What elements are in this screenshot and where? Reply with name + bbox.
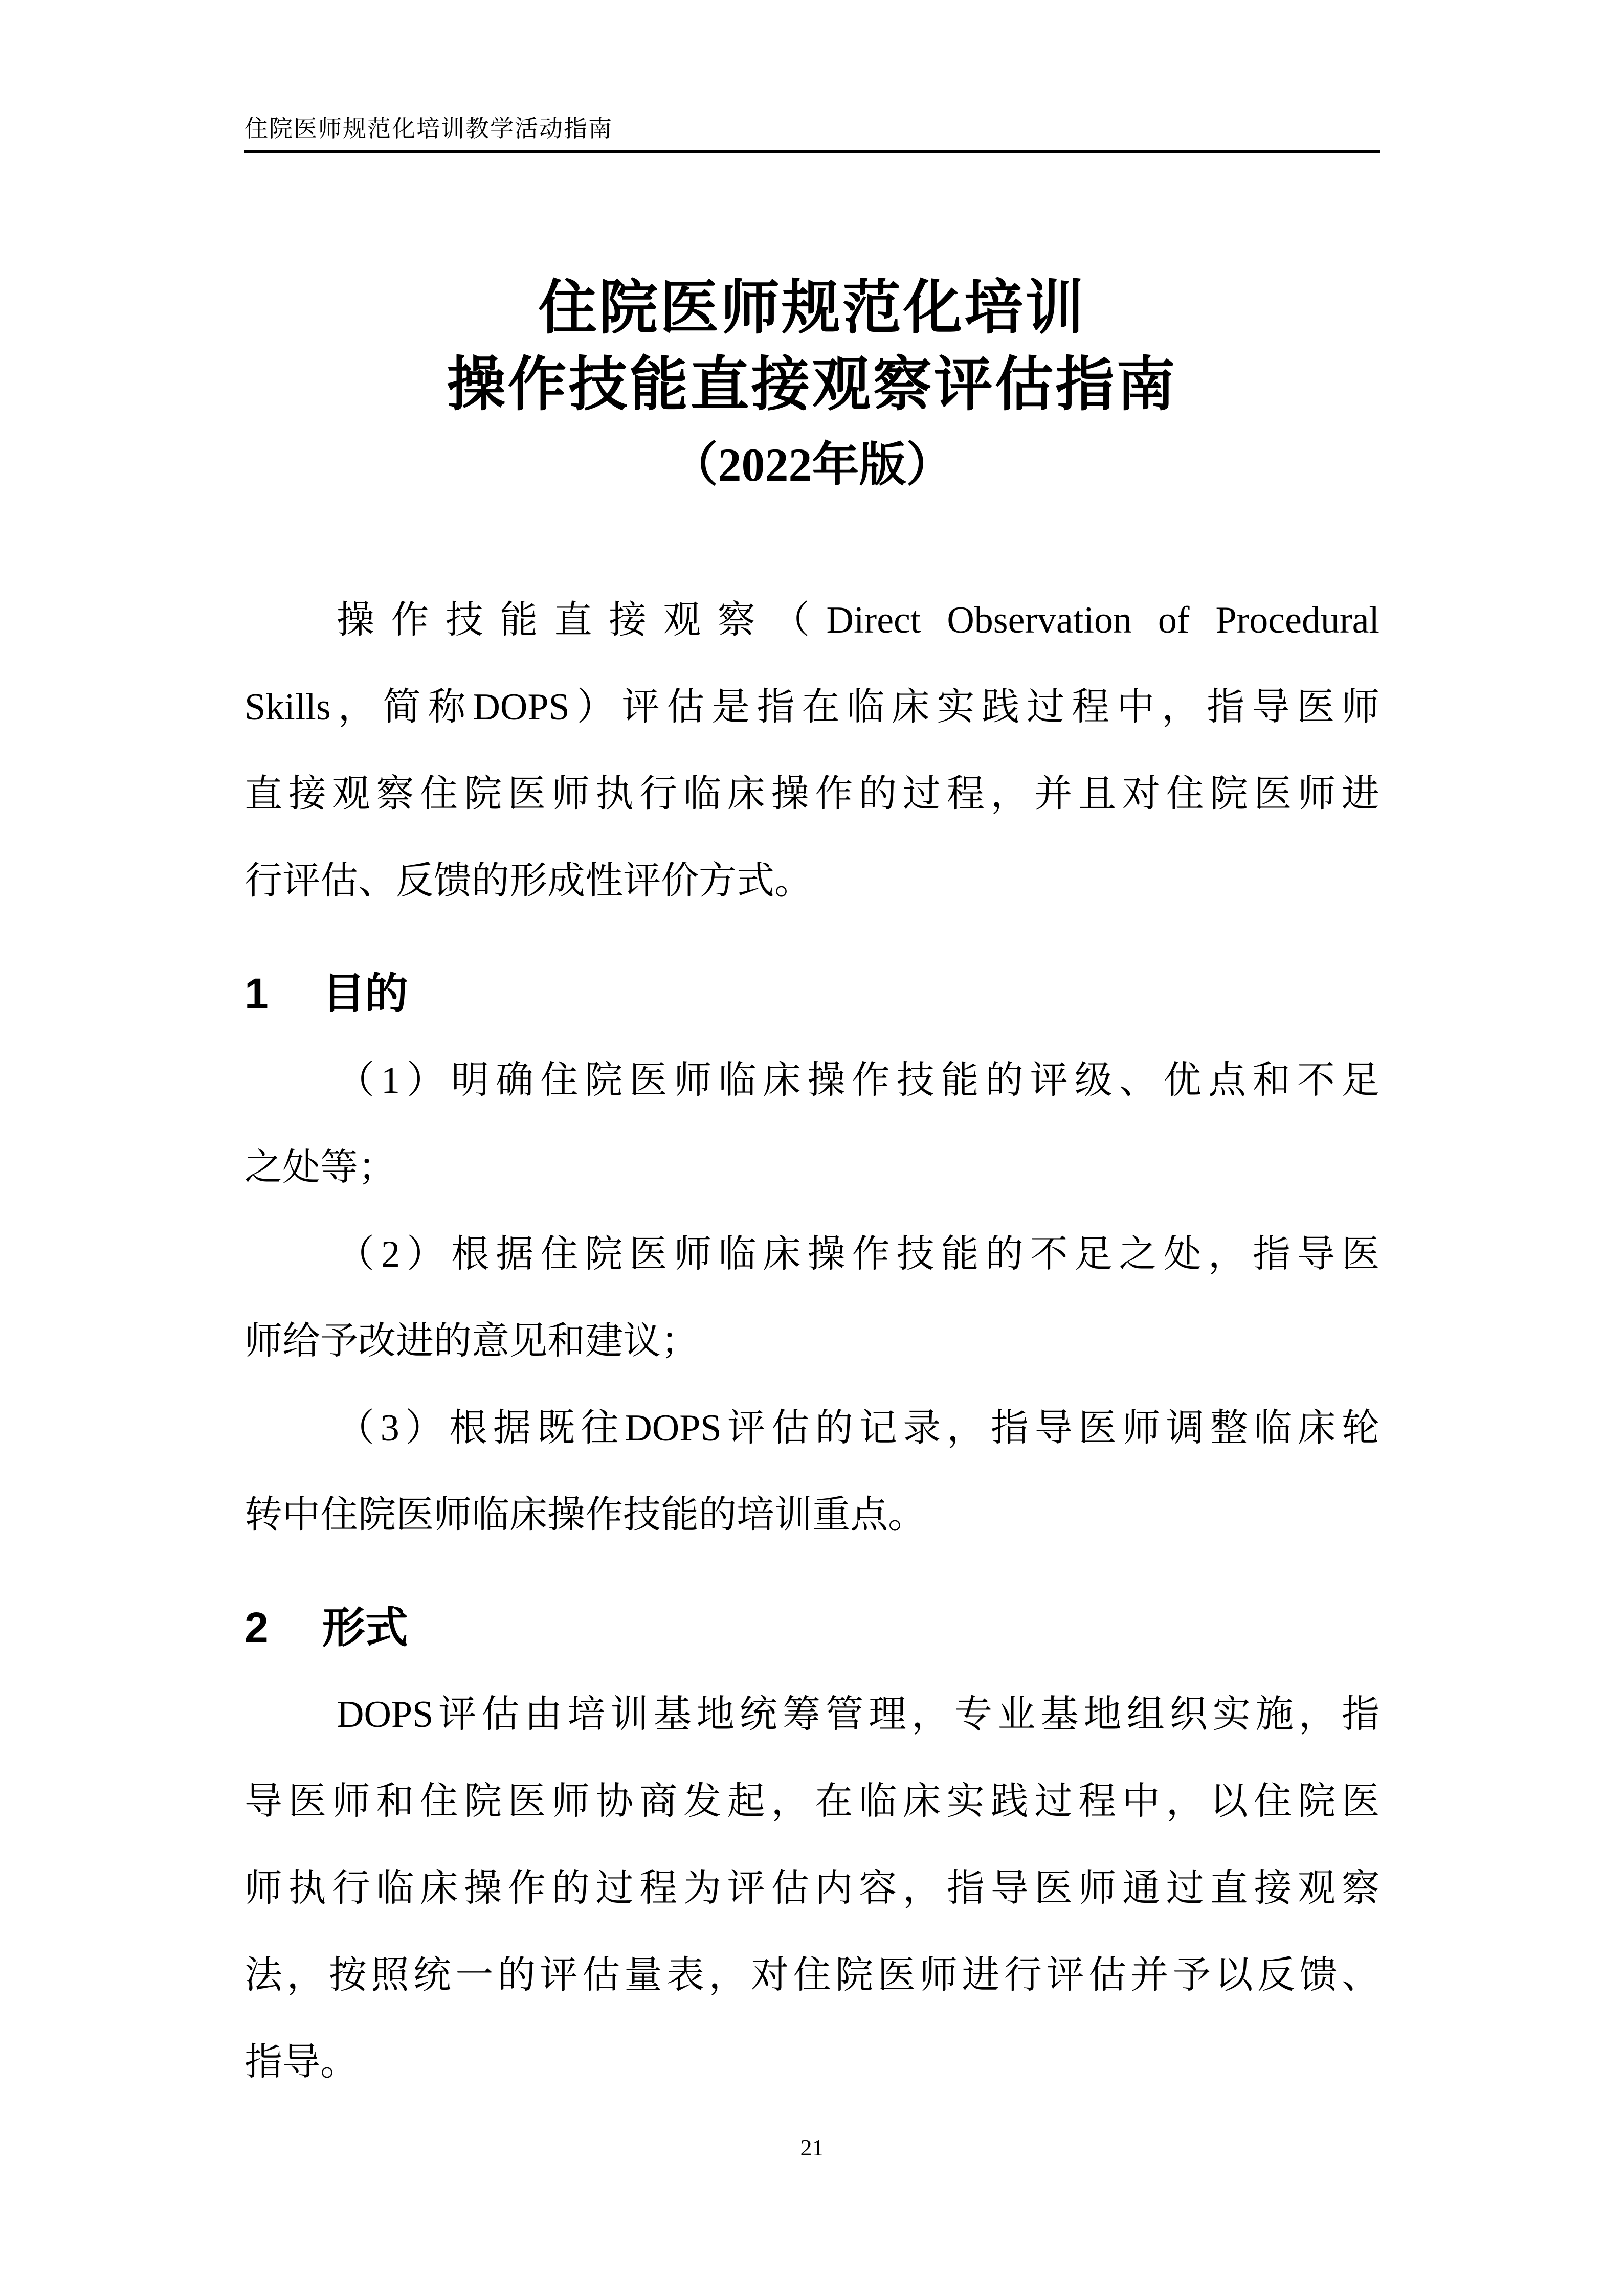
intro-line: 直接观察住院医师执行临床操作的过程，并且对住院医师进 — [244, 773, 1380, 815]
intro-line: 操作技能直接观察（Direct Observation of Procedural — [337, 599, 1380, 641]
intro-line: 行评估、反馈的形成性评价方式。 — [244, 860, 812, 902]
section-number: 2 — [244, 1604, 269, 1652]
purpose-item-line: （2）根据住院医师临床操作技能的不足之处，指导医 — [337, 1233, 1380, 1275]
format-paragraph-line: 导医师和住院医师协商发起，在临床实践过程中，以住院医 — [244, 1781, 1380, 1822]
document-title-line-2: 操作技能直接观察评估指南 — [447, 352, 1177, 417]
running-header: 住院医师规范化培训教学活动指南 — [244, 116, 613, 142]
format-paragraph-line: DOPS评估由培训基地统筹管理，专业基地组织实施，指 — [337, 1694, 1380, 1736]
document-title-line-1: 住院医师规范化培训 — [538, 276, 1086, 341]
purpose-item-line: （1）明确住院医师临床操作技能的评级、优点和不足 — [337, 1060, 1380, 1101]
format-paragraph-line: 师执行临床操作的过程为评估内容，指导医师通过直接观察 — [244, 1867, 1380, 1909]
section-number: 1 — [244, 970, 269, 1018]
purpose-item-line: （3）根据既往DOPS评估的记录，指导医师调整临床轮 — [337, 1407, 1380, 1449]
intro-line: Skills，简称DOPS）评估是指在临床实践过程中，指导医师 — [244, 686, 1380, 728]
document-body — [244, 577, 1380, 2106]
title-block — [244, 270, 1380, 503]
format-paragraph-line: 法，按照统一的评估量表，对住院医师进行评估并予以反馈、 — [244, 1954, 1380, 1996]
section-label: 目的 — [322, 970, 408, 1018]
section-heading-format — [244, 1584, 1380, 1671]
format-paragraph-line: 指导。 — [244, 2041, 358, 2083]
purpose-item-line: 转中住院医师临床操作技能的培训重点。 — [244, 1494, 926, 1536]
page-number: 21 — [800, 2134, 824, 2160]
section-label: 形式 — [322, 1604, 408, 1652]
purpose-item-line: 师给予改进的意见和建议； — [244, 1320, 699, 1362]
purpose-item-line: 之处等； — [244, 1146, 396, 1188]
section-heading-purpose — [244, 950, 1380, 1037]
header-rule — [244, 150, 1380, 153]
document-title-edition: （2022年版） — [671, 439, 953, 491]
